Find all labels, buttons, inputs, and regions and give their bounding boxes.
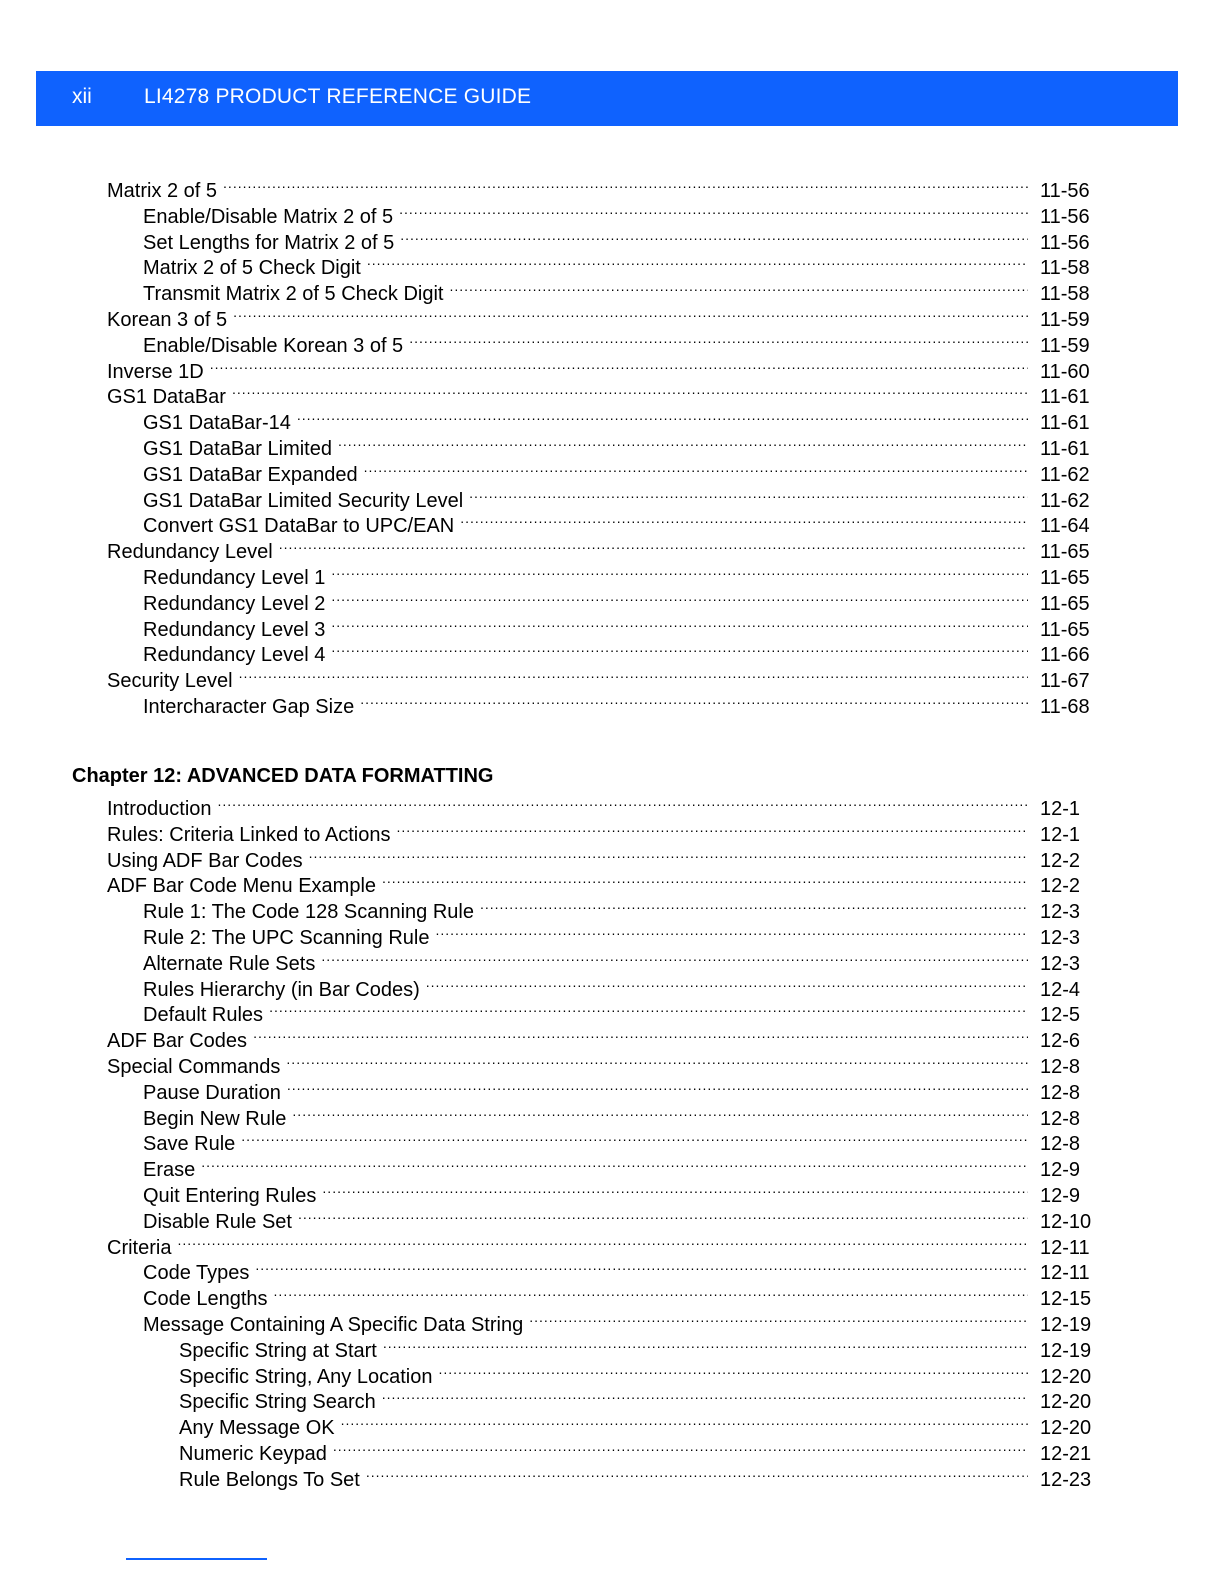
toc-entry-label: Redundancy Level 4 [143, 644, 326, 667]
page-header [36, 71, 1178, 126]
toc-entry-label: Specific String, Any Location [179, 1365, 433, 1388]
toc-entry[interactable] [143, 612, 1106, 641]
toc-entry-label: Convert GS1 DataBar to UPC/EAN [143, 515, 455, 538]
toc-entry[interactable] [107, 817, 1106, 846]
toc-entry-label: Redundancy Level [107, 541, 273, 564]
toc-entry[interactable] [143, 225, 1106, 254]
toc-entry-page: 12-3 [1040, 952, 1081, 975]
dot-leader [255, 1255, 1028, 1279]
dot-leader [529, 1307, 1028, 1331]
footer-rule [126, 1558, 267, 1560]
dot-leader [269, 997, 1028, 1021]
toc-entry[interactable] [107, 843, 1106, 872]
toc-entry[interactable] [107, 354, 1106, 383]
dot-leader [426, 972, 1028, 996]
toc-entry[interactable] [143, 508, 1106, 538]
toc-entry-label: Intercharacter Gap Size [143, 696, 355, 718]
toc-entry-label: Numeric Keypad [179, 1443, 327, 1465]
toc-entry[interactable] [179, 1333, 1106, 1362]
toc-entry[interactable] [107, 173, 1106, 202]
toc-entry-label: Rule 2: The UPC Scanning Rule [143, 927, 430, 949]
toc-entry[interactable] [143, 920, 1106, 949]
toc-entry-label: GS1 DataBar-14 [143, 412, 291, 435]
toc-entry[interactable] [143, 431, 1106, 460]
toc-entry-label: Redundancy Level 3 [143, 618, 326, 641]
toc-entry[interactable] [143, 972, 1106, 1001]
dot-leader [435, 920, 1028, 944]
toc-entry-page: 12-6 [1040, 1030, 1081, 1053]
toc-entry-label: Redundancy Level 1 [143, 567, 326, 589]
toc-entry[interactable] [143, 689, 1106, 718]
toc-entry-label: Redundancy Level 2 [143, 592, 326, 615]
toc-entry-page: 12-9 [1040, 1159, 1081, 1182]
toc-entry-page: 12-1 [1040, 798, 1081, 820]
toc-entry-label: GS1 DataBar Limited Security Level [143, 489, 464, 512]
toc-entry-label: GS1 DataBar Expanded [143, 463, 358, 486]
toc-entry-label: Disable Rule Set [143, 1210, 292, 1233]
toc-entry-page: 11-56 [1040, 180, 1090, 202]
toc-entry[interactable] [107, 1023, 1106, 1053]
toc-entry-page: 11-56 [1040, 205, 1090, 228]
toc-entry[interactable] [107, 1049, 1106, 1078]
toc-entry-page: 11-61 [1040, 386, 1090, 409]
toc-entry[interactable] [107, 791, 1106, 820]
toc-entry-label: Special Commands [107, 1056, 281, 1078]
toc-entry-label: GS1 DataBar [107, 386, 226, 409]
toc-entry[interactable] [143, 1307, 1106, 1336]
dot-leader [399, 199, 1028, 223]
toc-entry-page: 11-62 [1040, 463, 1090, 486]
toc-entry-page: 11-67 [1040, 670, 1090, 693]
toc-entry[interactable] [143, 1178, 1106, 1207]
dot-leader [460, 508, 1028, 532]
dot-leader [367, 250, 1028, 274]
dot-leader [297, 405, 1028, 429]
toc-entry-label: GS1 DataBar Limited [143, 438, 332, 460]
toc-entry[interactable] [107, 302, 1106, 331]
toc-entry[interactable] [143, 483, 1106, 512]
toc-entry-label: Message Containing A Specific Data String [143, 1314, 524, 1336]
dot-leader [331, 637, 1028, 661]
toc-entry[interactable] [143, 1255, 1106, 1285]
toc-entry[interactable] [143, 1075, 1106, 1104]
toc-entry[interactable] [143, 1281, 1106, 1311]
toc-entry[interactable] [143, 328, 1106, 357]
dot-leader [409, 328, 1028, 352]
dot-leader [287, 1075, 1028, 1099]
dot-leader [201, 1152, 1028, 1176]
dot-leader [360, 689, 1028, 713]
dot-leader [366, 1462, 1028, 1486]
toc-entry-label: Quit Entering Rules [143, 1185, 317, 1207]
toc-entry-page: 11-65 [1040, 592, 1090, 615]
toc-entry-label: Alternate Rule Sets [143, 952, 316, 975]
toc-entry-label: Enable/Disable Korean 3 of 5 [143, 334, 404, 357]
dot-leader [239, 663, 1028, 687]
toc-entry-label: Enable/Disable Matrix 2 of 5 [143, 205, 394, 228]
toc-entry-label: Erase [143, 1159, 196, 1182]
dot-leader [279, 534, 1028, 558]
toc-entry-label: Default Rules [143, 1004, 264, 1027]
dot-leader [338, 431, 1028, 455]
toc-entry[interactable] [143, 586, 1106, 615]
toc-entry[interactable] [143, 894, 1106, 924]
toc-entry-page: 11-68 [1040, 696, 1090, 718]
dot-leader [383, 1333, 1028, 1357]
toc-entry-page: 11-64 [1040, 515, 1090, 538]
toc-entry[interactable] [179, 1384, 1106, 1414]
toc-entry-page: 11-60 [1040, 360, 1090, 383]
toc-entry-page: 12-19 [1040, 1314, 1092, 1336]
toc-entry-page: 12-4 [1040, 978, 1081, 1001]
toc-entry-page: 12-20 [1040, 1417, 1092, 1440]
toc-entry-page: 11-65 [1040, 541, 1090, 564]
toc-entry[interactable] [143, 405, 1106, 435]
dot-leader [223, 173, 1028, 197]
dot-leader [364, 457, 1028, 481]
toc-entry-label: Any Message OK [179, 1417, 335, 1440]
toc-entry[interactable] [143, 1152, 1106, 1182]
toc-entry-label: Matrix 2 of 5 [107, 180, 218, 202]
toc-entry-page: 12-8 [1040, 1133, 1081, 1156]
dot-leader [253, 1023, 1028, 1047]
toc-entry-label: Rules Hierarchy (in Bar Codes) [143, 978, 420, 1001]
page-number: xii [72, 85, 92, 108]
toc-entry[interactable] [107, 379, 1106, 409]
toc-entry-label: Code Types [143, 1262, 250, 1285]
toc-entry[interactable] [143, 1204, 1106, 1233]
toc-entry-page: 12-9 [1040, 1185, 1081, 1207]
toc-entry-page: 12-8 [1040, 1081, 1081, 1104]
toc-entry-page: 11-58 [1040, 283, 1090, 306]
toc-entry-label: Rule 1: The Code 128 Scanning Rule [143, 901, 474, 924]
toc-entry-label: Save Rule [143, 1133, 236, 1156]
dot-leader [480, 894, 1028, 918]
dot-leader [321, 946, 1028, 970]
toc-entry[interactable] [143, 997, 1106, 1027]
dot-leader [286, 1049, 1028, 1073]
toc-entry-label: Inverse 1D [107, 360, 204, 383]
dot-leader [400, 225, 1028, 249]
toc-entry-page: 12-2 [1040, 875, 1081, 898]
toc-entry-label: Matrix 2 of 5 Check Digit [143, 257, 361, 280]
dot-leader [396, 817, 1028, 841]
toc-entry-label: Specific String Search [179, 1391, 376, 1414]
dot-leader [449, 276, 1028, 300]
toc-entry[interactable] [143, 560, 1106, 589]
toc-entry-page: 11-58 [1040, 257, 1090, 280]
toc-entry[interactable] [143, 637, 1106, 667]
toc-entry[interactable] [107, 534, 1106, 564]
toc-entry-label: Using ADF Bar Codes [107, 849, 303, 872]
dot-leader [341, 1410, 1028, 1434]
toc-entry[interactable] [179, 1462, 1106, 1491]
dot-leader [331, 586, 1028, 610]
dot-leader [218, 791, 1028, 815]
dot-leader [322, 1178, 1028, 1202]
toc-entry[interactable] [143, 1126, 1106, 1156]
toc-entry-page: 11-59 [1040, 334, 1090, 357]
toc-entry-page: 12-8 [1040, 1056, 1081, 1078]
toc-entry-label: Introduction [107, 798, 212, 820]
toc-entry[interactable] [143, 1101, 1106, 1130]
toc-entry-page: 12-1 [1040, 823, 1081, 846]
dot-leader [232, 379, 1028, 403]
dot-leader [292, 1101, 1028, 1125]
dot-leader [233, 302, 1028, 326]
toc-entry-page: 11-62 [1040, 489, 1090, 512]
toc-entry-label: Begin New Rule [143, 1107, 287, 1130]
toc-entry-page: 12-19 [1040, 1339, 1092, 1362]
toc-entry-label: Korean 3 of 5 [107, 309, 228, 331]
toc-entry-label: Pause Duration [143, 1081, 281, 1104]
dot-leader [298, 1204, 1028, 1228]
dot-leader [331, 612, 1028, 636]
toc-entry[interactable] [107, 663, 1106, 693]
dot-leader [438, 1359, 1028, 1383]
toc-entry[interactable] [107, 868, 1106, 898]
toc-entry-page: 12-23 [1040, 1468, 1092, 1491]
dot-leader [331, 560, 1028, 584]
toc-entry[interactable] [143, 946, 1106, 975]
toc-entry[interactable] [143, 457, 1106, 486]
dot-leader [177, 1230, 1028, 1254]
toc-entry-page: 12-20 [1040, 1365, 1092, 1388]
toc-entry-label: ADF Bar Code Menu Example [107, 875, 377, 898]
guide-title: LI4278 PRODUCT REFERENCE GUIDE [144, 85, 532, 108]
toc-entry[interactable] [179, 1436, 1106, 1465]
toc-entry-page: 12-3 [1040, 927, 1081, 949]
toc-entry[interactable] [143, 276, 1106, 306]
toc-entry-page: 12-5 [1040, 1004, 1081, 1027]
dot-leader [274, 1281, 1028, 1305]
toc-entry[interactable] [179, 1410, 1106, 1440]
chapter-heading: Chapter 12: ADVANCED DATA FORMATTING [72, 765, 494, 787]
toc-entry-page: 11-59 [1040, 309, 1090, 331]
dot-leader [469, 483, 1028, 507]
toc-entry-page: 11-66 [1040, 644, 1090, 667]
toc-entry-page: 11-61 [1040, 412, 1090, 435]
dot-leader [333, 1436, 1028, 1460]
toc-entry-page: 12-11 [1040, 1262, 1090, 1285]
toc-entry-page: 12-11 [1040, 1236, 1090, 1259]
toc-entry[interactable] [107, 1230, 1106, 1259]
toc-entry-label: Specific String at Start [179, 1339, 377, 1362]
toc-entry-page: 12-2 [1040, 849, 1081, 872]
toc-entry-label: Set Lengths for Matrix 2 of 5 [143, 231, 395, 254]
dot-leader [382, 1384, 1028, 1408]
toc-entry-page: 12-21 [1040, 1443, 1092, 1465]
toc-entry-page: 12-8 [1040, 1107, 1081, 1130]
toc-entry-label: Transmit Matrix 2 of 5 Check Digit [143, 283, 444, 306]
toc-entry-label: Rule Belongs To Set [179, 1468, 360, 1491]
toc-entry[interactable] [179, 1359, 1106, 1388]
toc-entry-label: ADF Bar Codes [107, 1030, 248, 1053]
toc-entry-label: Criteria [107, 1236, 172, 1259]
toc-entry-label: Code Lengths [143, 1288, 268, 1311]
dot-leader [382, 868, 1028, 892]
toc-entry-page: 12-3 [1040, 901, 1081, 924]
dot-leader [210, 354, 1028, 378]
toc-entry-page: 11-56 [1040, 231, 1090, 254]
toc-entry-page: 11-65 [1040, 567, 1090, 589]
toc-entry-label: Security Level [107, 670, 233, 693]
toc-entry-page: 12-20 [1040, 1391, 1092, 1414]
toc-entry-page: 11-65 [1040, 618, 1090, 641]
dot-leader [309, 843, 1028, 867]
toc-entry[interactable] [143, 250, 1106, 280]
toc-entry-page: 11-61 [1040, 438, 1090, 460]
dot-leader [241, 1126, 1028, 1150]
toc-entry[interactable] [143, 199, 1106, 228]
toc-entry-page: 12-10 [1040, 1210, 1092, 1233]
toc-entry-page: 12-15 [1040, 1288, 1092, 1311]
toc-entry-label: Rules: Criteria Linked to Actions [107, 823, 391, 846]
